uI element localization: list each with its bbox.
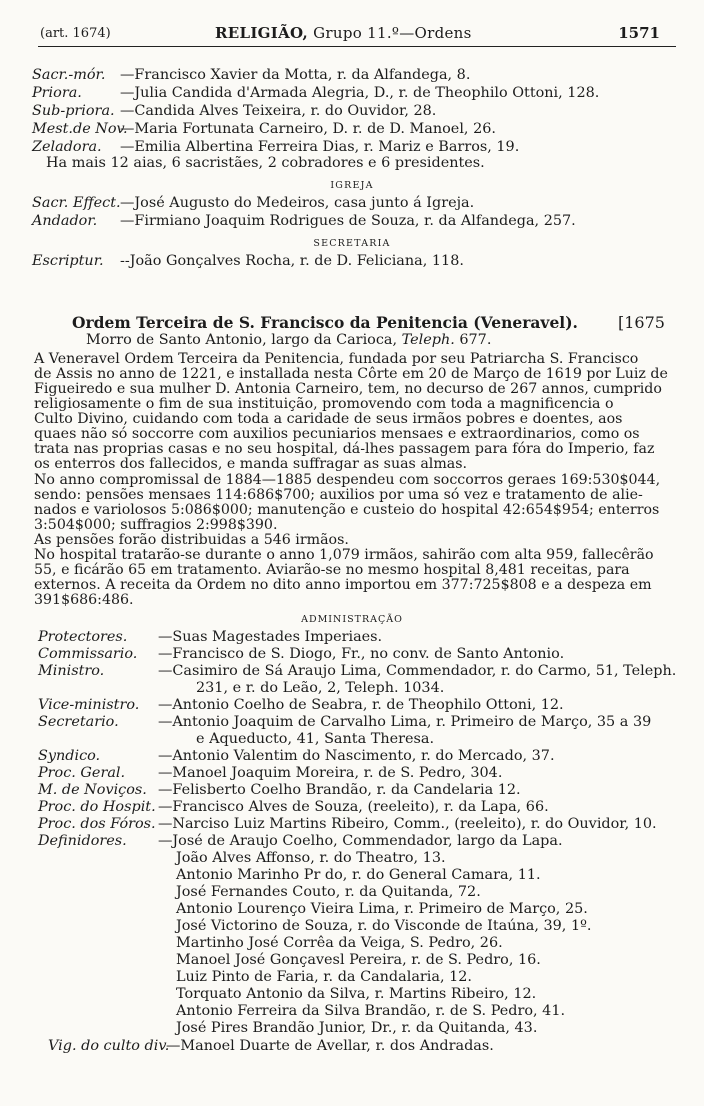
paragraph-line: os enterros dos fallecidos, e manda suffragar as suas almas. (34, 456, 468, 472)
entry-label: Secretario. (38, 714, 119, 730)
entry-label: Mest.de Nov. (32, 121, 128, 137)
entry-text: —Julia Candida d'Armada Alegria, D., r. de Theophilo Ottoni, 128. (120, 85, 600, 101)
order-title: Ordem Terceira de S. Francisco da Penitencia (Veneravel). (72, 313, 578, 332)
entry-text: —Felisberto Coelho Brandão, r. da Candelaria 12. (158, 782, 521, 798)
running-title-bold: RELIGIÃO, (215, 24, 309, 42)
entry-text: —José Augusto do Medeiros, casa junto á Igreja. (120, 195, 475, 211)
entry-text: —Antonio Coelho de Seabra, r. de Theophilo Ottoni, 12. (158, 697, 564, 713)
paragraph-line: A Veneravel Ordem Terceira da Penitencia, fundada por seu Patriarcha S. Francisco (34, 351, 639, 367)
entry-label: Vice-ministro. (38, 697, 140, 713)
list-item: José Pires Brandão Junior, Dr., r. da Quitanda, 43. (176, 1020, 538, 1036)
entry-label: Sub-priora. (32, 103, 115, 119)
entry-label: Andador. (32, 213, 98, 229)
entry-label: Proc. dos Fóros. (38, 816, 156, 832)
paragraph-line: sendo: pensões mensaes 114:686$700; auxilios por uma só vez e tratamento de alie- (34, 487, 643, 503)
paragraph-line: trata nas proprias casas e no seu hospital, dá-lhes passagem para fóra do Imperio, faz (34, 441, 655, 457)
entry-text: e Aqueducto, 41, Santa Theresa. (196, 731, 435, 747)
entry-text: —Casimiro de Sá Araujo Lima, Commendador, r. do Carmo, 51, Teleph. (158, 663, 677, 679)
section-heading-igreja: IGREJA (330, 180, 374, 191)
entry-text: —Manoel Duarte de Avellar, r. dos Andradas. (166, 1038, 494, 1054)
section-heading-administracao: ADMINISTRAÇÃO (301, 614, 403, 625)
entry-label: Vig. do culto div. (48, 1038, 170, 1054)
list-item: Antonio Ferreira da Silva Brandão, r. de S. Pedro, 41. (176, 1003, 566, 1019)
entry-label: Syndico. (38, 748, 101, 764)
header-rule (38, 46, 676, 47)
entry-label: Proc. Geral. (38, 765, 126, 781)
entry-text: —Emilia Albertina Ferreira Dias, r. Mariz e Barros, 19. (120, 139, 520, 155)
entry-text: 231, e r. do Leão, 2, Teleph. 1034. (196, 680, 445, 696)
list-item: Antonio Marinho Pr do, r. do General Camara, 11. (176, 867, 541, 883)
entry-text: —Antonio Joaquim de Carvalho Lima, r. Primeiro de Março, 35 a 39 (158, 714, 652, 730)
entry-label: Sacr.-mór. (32, 67, 106, 83)
list-item: Torquato Antonio da Silva, r. Martins Ribeiro, 12. (176, 986, 537, 1002)
entry-label: Protectores. (38, 629, 128, 645)
entry-label: Definidores. (38, 833, 127, 849)
entry-label: M. de Noviços. (38, 782, 147, 798)
entry-text: —Suas Magestades Imperiaes. (158, 629, 383, 645)
entry-label: Proc. do Hospit. (38, 799, 156, 815)
paragraph-line: 3:504$000; suffragios 2:998$390. (34, 517, 278, 533)
entry-text: --João Gonçalves Rocha, r. de D. Feliciana, 118. (120, 253, 464, 269)
entry-label: Zeladora. (32, 139, 102, 155)
entry-text: —Francisco Alves de Souza, (reeleito), r. da Lapa, 66. (158, 799, 549, 815)
entry-text: —Manoel Joaquim Moreira, r. de S. Pedro, 304. (158, 765, 503, 781)
entry-number: [1675 (618, 313, 665, 332)
entry-text: —Candida Alves Teixeira, r. do Ouvidor, 28. (120, 103, 437, 119)
order-address-text: Morro de Santo Antonio, largo da Carioca, (86, 332, 402, 348)
telephone-label: Teleph. (401, 332, 455, 348)
paragraph-line: As pensões forão distribuidas a 546 irmãos. (34, 532, 349, 548)
entry-text: —José de Araujo Coelho, Commendador, largo da Lapa. (158, 833, 563, 849)
page-number: 1571 (618, 24, 660, 42)
staff-note: Ha mais 12 aias, 6 sacristães, 2 cobradores e 6 presidentes. (46, 155, 485, 171)
running-title (215, 24, 472, 42)
list-item: Luiz Pinto de Faria, r. da Candalaria, 12. (176, 969, 472, 985)
section-heading-secretaria: SECRETARIA (313, 238, 391, 249)
paragraph-line: de Assis no anno de 1221, e installada nesta Côrte em 20 de Março de 1619 por Luiz de (34, 366, 668, 382)
paragraph-line: Culto Divino, cuidando com toda a caridade de seus irmãos pobres e doentes, aos (34, 411, 623, 427)
list-item: Antonio Lourenço Vieira Lima, r. Primeiro de Março, 25. (176, 901, 588, 917)
paragraph-line: 55, e ficárão 65 em tratamento. Aviarão-se no mesmo hospital 8,481 receitas, para (34, 562, 630, 578)
list-item: Martinho José Corrêa da Veiga, S. Pedro, 26. (176, 935, 503, 951)
paragraph-line: Figueiredo e sua mulher D. Antonia Carneiro, tem, no decurso de 267 annos, cumprido (34, 381, 662, 397)
article-reference: (art. 1674) (40, 26, 111, 41)
entry-text: —Francisco Xavier da Motta, r. da Alfandega, 8. (120, 67, 471, 83)
list-item: José Fernandes Couto, r. da Quitanda, 72. (176, 884, 481, 900)
paragraph-line: quaes não só soccorre com auxilios pecuniarios mensaes e extraordinarios, como os (34, 426, 640, 442)
list-item: João Alves Affonso, r. do Theatro, 13. (176, 850, 446, 866)
paragraph-line: No anno compromissal de 1884—1885 despendeu com soccorros geraes 169:530$044, (34, 472, 661, 488)
entry-label: Commissario. (38, 646, 138, 662)
entry-text: —Firmiano Joaquim Rodrigues de Souza, r. da Alfandega, 257. (120, 213, 576, 229)
entry-text: —Narciso Luiz Martins Ribeiro, Comm., (reeleito), r. do Ouvidor, 10. (158, 816, 657, 832)
list-item: José Victorino de Souza, r. do Visconde de Itaúna, 39, 1º. (176, 918, 592, 934)
paragraph-line: nados e variolosos 5:086$000; manutenção e custeio do hospital 42:654$954; enterros (34, 502, 660, 518)
paragraph-line: externos. A receita da Ordem no dito anno importou em 377:725$808 e a despeza em (34, 577, 652, 593)
entry-label: Sacr. Effect. (32, 195, 121, 211)
running-title-rest: Grupo 11.º—Ordens (308, 24, 472, 42)
entry-text: —Antonio Valentim do Nascimento, r. do Mercado, 37. (158, 748, 555, 764)
paragraph-line: No hospital tratarão-se durante o anno 1,079 irmãos, sahirão com alta 959, fallecêrão (34, 547, 654, 563)
entry-label: Escriptur. (32, 253, 104, 269)
paragraph-line: 391$686:486. (34, 592, 134, 608)
telephone-number: 677. (454, 332, 492, 348)
page-header (40, 22, 680, 44)
entry-text: —Maria Fortunata Carneiro, D. r. de D. Manoel, 26. (120, 121, 496, 137)
entry-label: Ministro. (38, 663, 105, 679)
entry-text: —Francisco de S. Diogo, Fr., no conv. de Santo Antonio. (158, 646, 565, 662)
entry-label: Priora. (32, 85, 82, 101)
list-item: Manoel José Gonçavesl Pereira, r. de S. Pedro, 16. (176, 952, 541, 968)
paragraph-line: religiosamente o fim de sua instituição, promovendo com toda a magnificencia o (34, 396, 614, 412)
order-address (86, 331, 491, 349)
